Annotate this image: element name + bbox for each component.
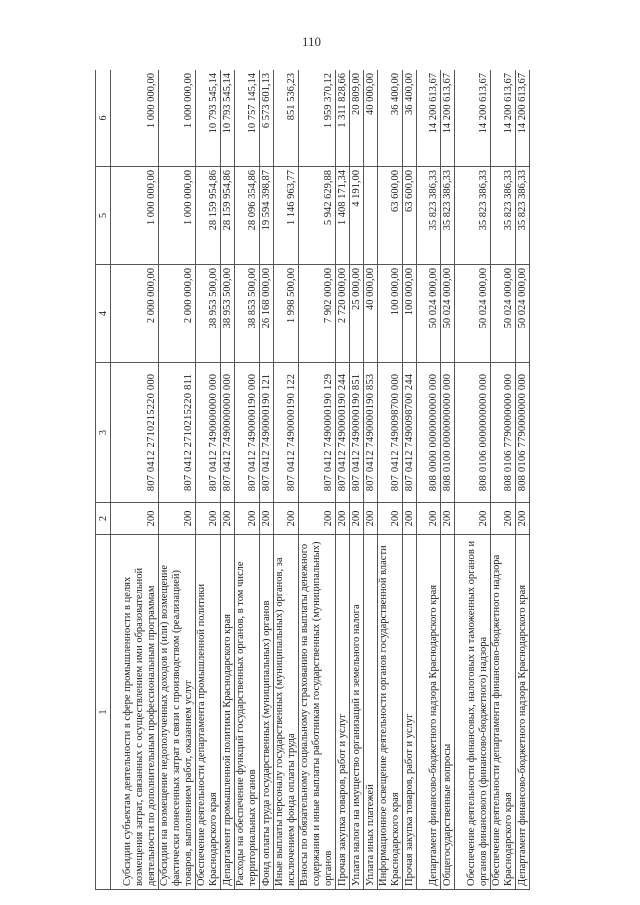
table-row	[350, 70, 364, 890]
row-approved-cell: 2 000 000,00	[159, 265, 196, 363]
row-unexecuted-cell: 20 809,00	[350, 70, 364, 167]
row-unexecuted-cell: 851 536,23	[274, 70, 299, 167]
row-executed-cell: 1 146 963,77	[274, 167, 299, 265]
row-approved-cell: 100 000,00	[378, 265, 403, 363]
row-executed-cell: 1 000 000,00	[111, 167, 159, 265]
header-col-4: 4	[96, 265, 111, 363]
row-approved-cell: 2 720 000,00	[336, 265, 350, 363]
table-row	[159, 70, 196, 890]
row-name-cell: Прочая закупка товаров, работ и услуг	[336, 535, 350, 890]
row-name-cell: Субсидии субъектам деятельности в сфере промышленности в целях возмещения затрат, связанных с осуществлением ими образовательной деятельности по дополнительным профессиональным программам	[111, 535, 159, 890]
row-code-cell: 200	[221, 503, 235, 535]
row-approved-cell: 2 000 000,00	[111, 265, 159, 363]
table-row	[221, 70, 235, 890]
table-row	[516, 70, 530, 890]
row-unexecuted-cell: 14 200 613,67	[441, 70, 455, 167]
row-code-cell: 200	[260, 503, 274, 535]
row-executed-cell: 35 823 386,33	[491, 167, 516, 265]
row-unexecuted-cell: 10 793 545,14	[196, 70, 221, 167]
row-name-cell: Обеспечение деятельности финансовых, налоговых и таможенных органов и органов финансового (финансово-бюджетного) надзора	[455, 535, 491, 890]
row-unexecuted-cell: 1 959 370,12	[299, 70, 336, 167]
row-name-cell: Обеспечение деятельности департамента финансово-бюджетного надзора Краснодарского края	[491, 535, 516, 890]
row-code-cell: 200	[455, 503, 491, 535]
row-kbk-cell: 807 0412 2710215220 811	[159, 363, 196, 503]
row-name-cell: Субсидии на возмещение недополученных доходов и (или) возмещение фактически понесенных затрат в связи с производством (реализацией) товаров, выполнением работ, оказанием услуг	[159, 535, 196, 890]
row-name-cell: Обеспечение деятельности департамента промышленной политики Краснодарского края	[196, 535, 221, 890]
row-name-cell: Департамент финансово-бюджетного надзора Краснодарского края	[417, 535, 441, 890]
row-executed-cell: 1 408 171,34	[336, 167, 350, 265]
table-row	[299, 70, 336, 890]
row-kbk-cell: 807 0412 7490098700 244	[403, 363, 417, 503]
row-approved-cell: 38 953 500,00	[221, 265, 235, 363]
row-code-cell: 200	[159, 503, 196, 535]
row-kbk-cell: 807 0412 2710215220 000	[111, 363, 159, 503]
row-kbk-cell: 808 0000 0000000000 000	[417, 363, 441, 503]
header-col-2: 2	[96, 503, 111, 535]
row-kbk-cell: 807 0412 7490000000 000	[221, 363, 235, 503]
row-approved-cell: 38 853 500,00	[235, 265, 260, 363]
row-kbk-cell: 807 0412 7490000190 129	[299, 363, 336, 503]
row-name-cell: Прочая закупка товаров, работ и услуг	[403, 535, 417, 890]
row-name-cell: Департамент промышленной политики Краснодарского края	[221, 535, 235, 890]
row-code-cell: 200	[378, 503, 403, 535]
row-kbk-cell: 808 0106 0000000000 000	[455, 363, 491, 503]
row-unexecuted-cell: 14 200 613,67	[455, 70, 491, 167]
header-col-3: 3	[96, 363, 111, 503]
row-code-cell: 200	[111, 503, 159, 535]
row-approved-cell: 50 024 000,00	[417, 265, 441, 363]
row-code-cell: 200	[299, 503, 336, 535]
row-executed-cell: 35 823 386,33	[417, 167, 441, 265]
row-executed-cell: 35 823 386,33	[455, 167, 491, 265]
row-code-cell: 200	[196, 503, 221, 535]
row-executed-cell: 28 159 954,86	[196, 167, 221, 265]
row-approved-cell: 50 024 000,00	[491, 265, 516, 363]
row-unexecuted-cell: 1 311 828,66	[336, 70, 350, 167]
row-code-cell: 200	[364, 503, 378, 535]
table-row	[441, 70, 455, 890]
row-code-cell: 200	[516, 503, 530, 535]
row-approved-cell: 50 024 000,00	[516, 265, 530, 363]
budget-execution-table	[95, 70, 530, 890]
table-row	[403, 70, 417, 890]
row-kbk-cell: 808 0106 7790000000 000	[516, 363, 530, 503]
table-row	[364, 70, 378, 890]
table-row	[260, 70, 274, 890]
header-row	[96, 70, 111, 890]
budget-table-rotated	[95, 70, 625, 890]
row-name-cell: Уплата иных платежей	[364, 535, 378, 890]
row-name-cell: Иные выплаты персоналу государственных (муниципальных) органов, за исключением фонда оплаты труда	[274, 535, 299, 890]
row-executed-cell: 1 000 000,00	[159, 167, 196, 265]
row-approved-cell: 26 168 000,00	[260, 265, 274, 363]
row-kbk-cell: 807 0412 7490000190 122	[274, 363, 299, 503]
row-unexecuted-cell: 14 200 613,67	[516, 70, 530, 167]
table-row	[336, 70, 350, 890]
row-kbk-cell: 807 0412 7490000190 244	[336, 363, 350, 503]
row-executed-cell: 35 823 386,33	[441, 167, 455, 265]
row-executed-cell: 28 096 354,86	[235, 167, 260, 265]
row-code-cell: 200	[417, 503, 441, 535]
table-row	[417, 70, 441, 890]
row-unexecuted-cell: 36 400,00	[403, 70, 417, 167]
row-kbk-cell: 807 0412 7490000190 851	[350, 363, 364, 503]
row-unexecuted-cell: 10 793 545,14	[221, 70, 235, 167]
row-unexecuted-cell: 14 200 613,67	[491, 70, 516, 167]
row-name-cell: Фонд оплаты труда государственных (муниципальных) органов	[260, 535, 274, 890]
row-kbk-cell: 807 0412 7490000000 000	[196, 363, 221, 503]
row-kbk-cell: 807 0412 7490000190 000	[235, 363, 260, 503]
row-executed-cell: 4 191,00	[350, 167, 364, 265]
row-approved-cell: 1 998 500,00	[274, 265, 299, 363]
table-row	[235, 70, 260, 890]
table-row	[196, 70, 221, 890]
row-code-cell: 200	[336, 503, 350, 535]
row-executed-cell: 35 823 386,33	[516, 167, 530, 265]
row-code-cell: 200	[235, 503, 260, 535]
row-executed-cell	[364, 167, 378, 265]
row-kbk-cell: 807 0412 7490000190 853	[364, 363, 378, 503]
row-approved-cell: 100 000,00	[403, 265, 417, 363]
row-approved-cell: 7 902 000,00	[299, 265, 336, 363]
row-name-cell: Взносы по обязательному социальному страхованию на выплаты денежного содержания и иные выплаты работникам государственных (муниципальных) органов	[299, 535, 336, 890]
row-code-cell: 200	[274, 503, 299, 535]
table-row	[274, 70, 299, 890]
row-unexecuted-cell: 1 000 000,00	[159, 70, 196, 167]
row-code-cell: 200	[441, 503, 455, 535]
table-row	[378, 70, 403, 890]
row-unexecuted-cell: 14 200 613,67	[417, 70, 441, 167]
row-unexecuted-cell: 10 757 145,14	[235, 70, 260, 167]
row-name-cell: Информационное освещение деятельности органов государственной власти Краснодарского края	[378, 535, 403, 890]
row-executed-cell: 19 594 398,87	[260, 167, 274, 265]
rotated-table-area	[95, 70, 625, 890]
row-unexecuted-cell: 1 000 000,00	[111, 70, 159, 167]
row-approved-cell: 50 024 000,00	[455, 265, 491, 363]
row-name-cell: Департамент финансово-бюджетного надзора Краснодарского края	[516, 535, 530, 890]
row-code-cell: 200	[403, 503, 417, 535]
row-approved-cell: 40 000,00	[364, 265, 378, 363]
row-executed-cell: 5 942 629,88	[299, 167, 336, 265]
row-kbk-cell: 807 0412 7490098700 000	[378, 363, 403, 503]
row-approved-cell: 38 953 500,00	[196, 265, 221, 363]
row-unexecuted-cell: 40 000,00	[364, 70, 378, 167]
row-approved-cell: 25 000,00	[350, 265, 364, 363]
row-code-cell: 200	[491, 503, 516, 535]
header-col-5: 5	[96, 167, 111, 265]
header-col-6: 6	[96, 70, 111, 167]
row-name-cell: Расходы на обеспечение функций государственных органов, в том числе территориальных органов	[235, 535, 260, 890]
row-kbk-cell: 807 0412 7490000190 121	[260, 363, 274, 503]
row-kbk-cell: 808 0106 7790000000 000	[491, 363, 516, 503]
page-number: 110	[302, 34, 322, 49]
row-name-cell: Уплата налога на имущество организаций и земельного налога	[350, 535, 364, 890]
row-approved-cell: 50 024 000,00	[441, 265, 455, 363]
row-name-cell: Общегосударственные вопросы	[441, 535, 455, 890]
row-unexecuted-cell: 36 400,00	[378, 70, 403, 167]
row-executed-cell: 63 600,00	[378, 167, 403, 265]
row-code-cell: 200	[350, 503, 364, 535]
table-row	[491, 70, 516, 890]
row-executed-cell: 63 600,00	[403, 167, 417, 265]
row-kbk-cell: 808 0100 0000000000 000	[441, 363, 455, 503]
row-unexecuted-cell: 6 573 601,13	[260, 70, 274, 167]
header-col-1: 1	[96, 535, 111, 890]
table-row	[455, 70, 491, 890]
row-executed-cell: 28 159 954,86	[221, 167, 235, 265]
table-row	[111, 70, 159, 890]
